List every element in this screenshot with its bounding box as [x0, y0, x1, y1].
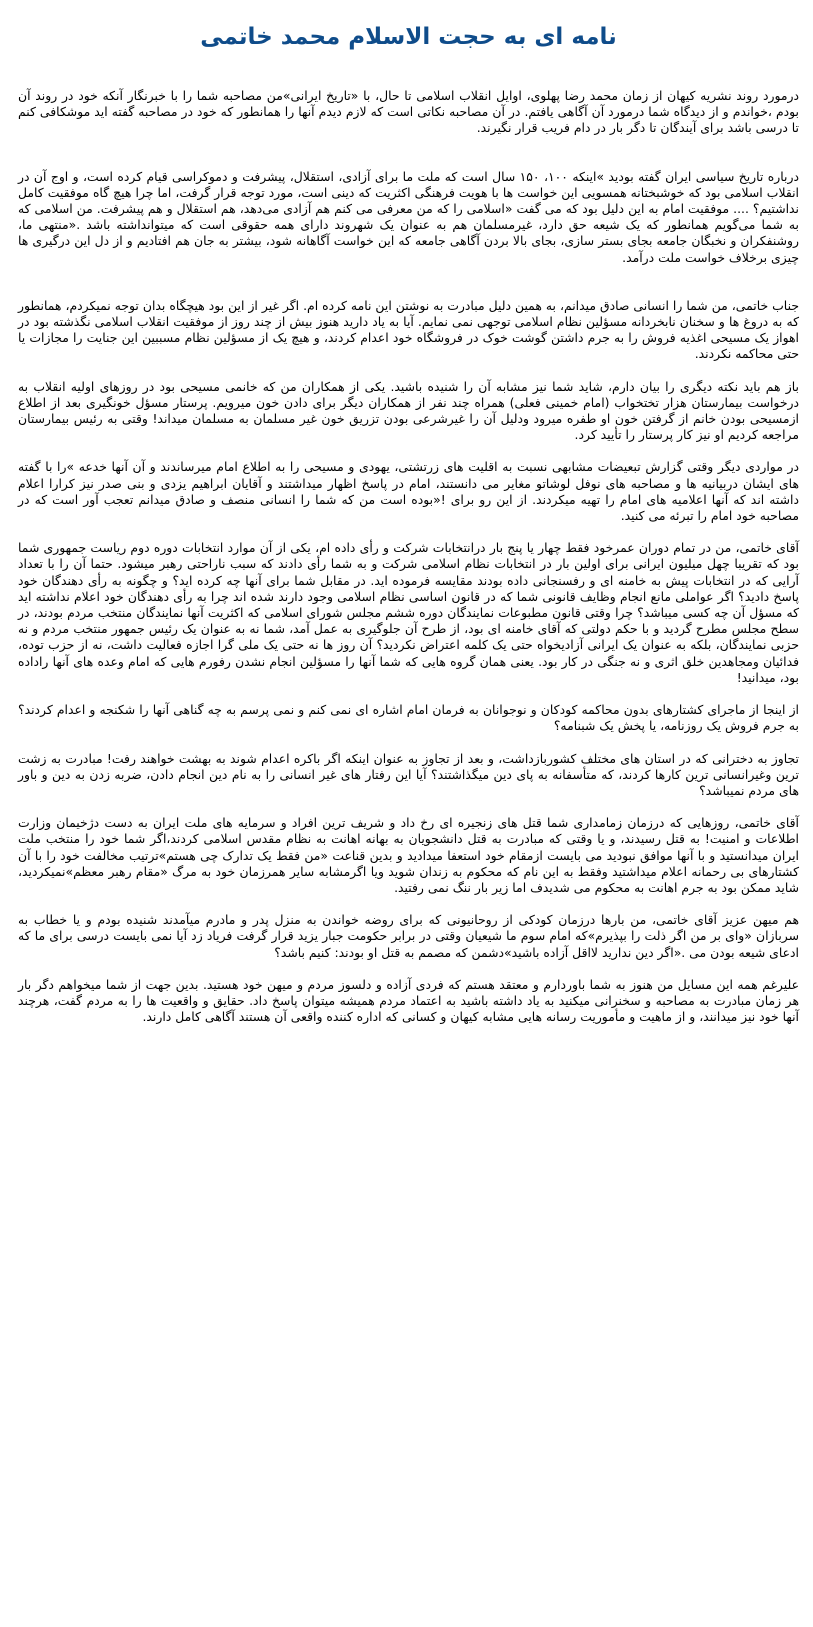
paragraph-10: هم میهن عزیز آقای خاتمی، من بارها درزمان کودکی از روحانیونی که برای روضه خواندن به منزل پدر و مادرم میآمدند شنیده بودم و یا خطاب به سربازان «وای بر من اگر ذلت را بپذیرم»که امام سوم ما شیعیان وقتی در برابر حکومت جبار یزید قرار گرفت فریاد زد آیا نمی بایست درسی برای ما که ادعای شیعه بودن می .«اگر دین ندارید لااقل آزاده باشید»دشمن که مصمم به قتل او بودند: کنیم باشد؟: [18, 912, 799, 960]
paragraph-8: تجاوز به دخترانی که در استان های مختلف کشوربازداشت، و بعد از تجاوز به عنوان اینکه اگر باکره اعدام شوند به بهشت خواهند رفت! مبادرت به زشت ترین وغیرانسانی ترین کارها کردند، که متأسفانه به پای دین میگذاشتند؟ آیا این رفتار های غیر انسانی را به نام دین انجام دادن، ضربه زدن به دین و باور های مردم نمیباشد؟: [18, 750, 799, 798]
paragraph-3: جناب خاتمی، من شما را انسانی صادق میدانم، به همین دلیل مبادرت به نوشتن این نامه کرده ام. اگر غیر از این بود هیچگاه بدان توجه نمیکردم، همانطور که به دروغ ها و سخنان نابخردانه مسؤلین نظام اسلامی توجهی نمی نمایم. آیا به یاد دارید هنوز بیش از چند روز از موفقیت انقلاب اسلامی نگذشته بود در اهواز یک مسیحی اغذیه فروش را به جرم داشتن گوشت خوک در فروشگاه خود اعدام کردند، و هیچ یک از مسؤلین نظام مسببین این جنایت را مجازات یا حتی محاکمه نکردند.: [18, 297, 799, 362]
paragraph-2: درباره تاریخ سیاسی ایران گفته بودید »اینکه ۱۰۰، ۱۵۰ سال است که ملت ما برای آزادی، استقلال، پیشرفت و دموکراسی قیام کرده است، و اوج آن در انقلاب اسلامی بود که خوشبختانه همسویی این خواست ها با هویت فرهنگی اکثریت که دینی است، مورد توجه قرار گرفت، اما چرا هیچ گاه موفقیت کامل نداشتیم؟ .... موفقیت امام به این دلیل بود که می گفت «اسلامی را که من معرفی می کنم هم آزادی می‌دهد، هم استقلال و هم پیشرفت. من اسلامی که به شما می‌گویم همانطور که یک شیعه حق دارد، غیرمسلمان هم به عنوان یک شهروند دارای همه حقوقی است که میتوانداشته باشد .«منتهی ما، روشنفکران و نخبگان جامعه بجای بستر سازی، بجای بالا بردن آگاهی جامعه که این خواست آگاهانه شود، بیشتر به جان هم افتادیم و از دل این درگیری ها چیزی برخلاف خواست ملت درآمد.: [18, 168, 799, 265]
paragraph-1: درمورد روند نشریه کیهان از زمان محمد رضا پهلوی، اوایل انقلاب اسلامی تا حال، با «تاریخ ایرانی»من مصاحبه شما را با خبرنگار آنکه خود در روند آن بودم ،خواندم و از دیدگاه شما درمورد آن آگاهی یافتم. در آن مصاحبه نکاتی است که لازم دیدم آنها را همانطور که خود در مصاحبه گفته اید موشکافی کنم تا درسی باشد برای آیندگان تا دگر بار در دام فریب قرار نگیرند.: [18, 88, 799, 136]
paragraph-7: از اینجا از ماجرای کشتارهای بدون محاکمه کودکان و نوجوانان به فرمان امام اشاره ای نمی کنم و نمی پرسم به چه گناهی آنها را شکنجه و اعدام کردند؟ به جرم فروش یک روزنامه، یا پخش یک شبنامه؟: [18, 702, 799, 734]
paragraph-6: آقای خاتمی، من در تمام دوران عمرخود فقط چهار یا پنج بار درانتخابات شرکت و رأی داده ام، یکی از آن موارد انتخابات دوره دوم ریاست جمهوری شما بود که تقریبا چهل میلیون ایرانی برای اولین بار در انتخابات نظام اسلامی شرکت و به شما رأی دادند که سبب ناراحتی رهبر میشود. حتما آن را با تعداد آرایی که در انتخابات پیش به خامنه ای و رفسنجانی داده بودند مقایسه فرموده اید. در مقابل شما برای آنها چه کرده اید؟ و چگونه به رأی دهندگان خود پاسخ دادید؟ اگر عواملی مانع انجام وظایف قانونی شما که در قانون اساسی نظام اسلامی وجود دارند شده اند چرا به رأی دهندگان خود اعلام نداشته اید که مسؤل آن چه کسی میباشد؟ چرا وقتی قانون مطبوعات نمایندگان دوره ششم مجلس شورای اسلامی که اکثریت آنها نمایندگان منتخب مردم بودند، در سطح مجلس مطرح گردید و با حکم دولتی که آقای خامنه ای بود، از طرح آن جلوگیری به عمل آمد، شما نه به عنوان یک رئیس جمهور منتخب مردم و نه حزبی نمایندگان، بلکه به عنوان یک ایرانی آزادیخواه حتی یک کلمه اعتراض نکردید؟ آن روز ها نه حتی یک ملی گرا اجازه فعالیت داشت، نه از حزب توده، فدائیان ومجاهدین خلق اثری و نه جنگی در کار بود. یعنی همان گروه هایی که شما آنها را مسؤلین انجام نشدن رفورم هایی که امام وعده های آنها راداده بود، میدانید!: [18, 540, 799, 685]
paragraph-11: علیرغم همه این مسایل من هنوز به شما باوردارم و معتقد هستم که فردی آزاده و دلسوز مردم و میهن خود هستید. بدین جهت از شما میخواهم دگر بار هر زمان مبادرت به مصاحبه و سخنرانی میکنید به یاد داشته باشید به اعتماد مردم همیشه میتوان پاسخ داد. حقایق و واقعیت ها را به مردم گفت، هرچند آنها خود نیز میدانند، و از ماهیت و مأموریت رسانه هایی مشابه کیهان و کسانی که اداره کننده واقعی آن هستند آگاهی کامل دارند.: [18, 976, 799, 1025]
paragraph-4: باز هم باید نکته دیگری را بیان دارم، شاید شما نیز مشابه آن را شنیده باشید. یکی از همکاران من که خانمی مسیحی بود در روزهای اولیه انقلاب به درخواست بیمارستان هزار تختخواب (امام خمینی فعلی) همراه چند نفر از همکاران دیگر برای دادن خون میرویم. پرستار مسؤل خونگیری بعد از اطلاع ازمسیحی بودن خانم از گرفتن خون او طفره میرود ودلیل آن را غیرشرعی بودن تزریق خون غیر مسلمان به مسلمان میداند! وقتی به رئیس بیمارستان مراجعه کردیم او نیز کار پرستار را تأیید کرد.: [18, 378, 799, 443]
letter-body: [18, 88, 799, 1025]
paragraph-5: در مواردی دیگر وقتی گزارش تبعیضات مشابهی نسبت به اقلیت های زرتشتی، یهودی و مسیحی را به اطلاع امام میرساندند و آن آنها خدعه »را با گفته های ایشان دربیانیه ها و مصاحبه های نوفل لوشاتو مغایر می دانستند، امام در پاسخ اظهار میداشتند و آقایان ابراهیم یزدی و بنی صدر نیز کرارا اعلام داشته اند که آنها اعلامیه های امام را تهیه میکردند. از این رو برای !«بوده است من که شما را انسانی منصف و صادق میدانم تعجب آور است که در مصاحبه خود امام را تبرئه می کنید.: [18, 459, 799, 524]
page-title: نامه ای به حجت الاسلام محمد خاتمی: [200, 24, 617, 50]
paragraph-9: آقای خاتمی، روزهایی که درزمان زمامداری شما قتل های زنجیره ای رخ داد و شریف ترین افراد و سرمایه های ملت ایران به دست دژخیمان وزارت اطلاعات و امنیت! به قتل رسیدند، و یا وقتی که مبادرت به قتل دانشجویان به بهانه اهانت به نظام مقدس اسلامی کردند،اگر شما خود را منتخب ملت ایران میدانستید و با آنها موافق نبودید می بایست ازمقام خود استعفا میدادید و بدین قناعت «من فقط یک تدارک چی هستم»ترتیب مخالفت خود را با آن کشتارهای بی رحمانه اعلام میداشتید وفقط به این نام که محکوم به زندان شوید ویا اگرمشابه سایر همرزمان خود به مرگ «مقام رهبر معظم»نمیکردید، شاید ممکن بود به جرم اهانت به محکوم می شدیدف اما زیر بار ننگ نمی رفتید.: [18, 815, 799, 895]
